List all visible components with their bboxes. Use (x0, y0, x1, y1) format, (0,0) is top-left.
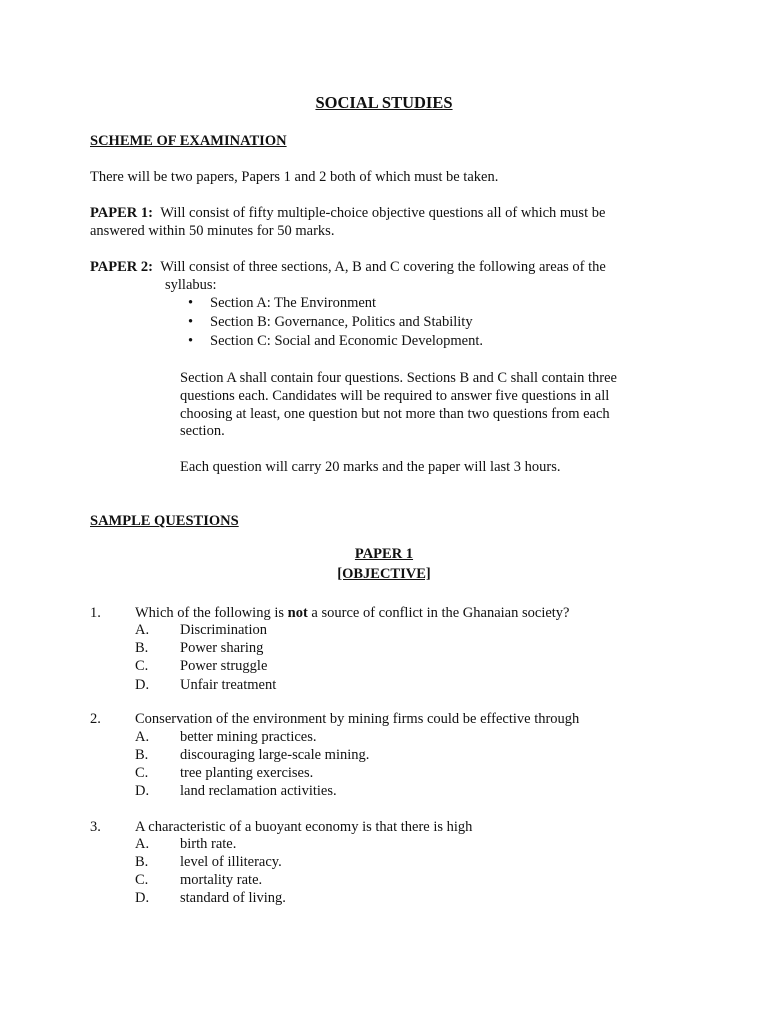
paper1-label: PAPER 1: (90, 205, 153, 221)
option-text: better mining practices. (180, 729, 317, 745)
option-text: land reclamation activities. (180, 783, 337, 799)
option-text: Power struggle (180, 658, 268, 674)
paper2-para1-line4: section. (180, 423, 225, 439)
paper-subtitle-text: [OBJECTIVE] (337, 566, 431, 582)
question-number: 1. (90, 605, 101, 621)
question-3-text: A characteristic of a buoyant economy is that there is high (135, 819, 473, 835)
option-letter: B. (135, 854, 149, 870)
paper1-line2: answered within 50 minutes for 50 marks. (90, 223, 335, 239)
paper-subtitle (0, 565, 768, 583)
option-letter: C. (135, 765, 149, 781)
option-letter: D. (135, 783, 150, 799)
option-letter: A. (135, 729, 150, 745)
option-letter: C. (135, 872, 149, 888)
question-number: 2. (90, 711, 101, 727)
question-2-text: Conservation of the environment by mining firms could be effective through (135, 711, 580, 727)
section-list (210, 294, 483, 351)
paper1-text: Will consist of fifty multiple-choice objective questions all of which must be (160, 205, 606, 221)
paper2-label: PAPER 2: (90, 259, 153, 275)
option-text: Power sharing (180, 640, 264, 656)
paper2-para1-line2: questions each. Candidates will be required to answer five questions in all (180, 388, 610, 404)
option-text: standard of living. (180, 890, 286, 906)
option-letter: D. (135, 890, 150, 906)
paper2-text: Will consist of three sections, A, B and C covering the following areas of the (160, 259, 606, 275)
paper2-line1 (90, 258, 606, 276)
option-text: Unfair treatment (180, 677, 277, 693)
question-1-pre: Which of the following is (135, 605, 288, 621)
option-text: discouraging large-scale mining. (180, 747, 370, 763)
page-title: SOCIAL STUDIES (315, 93, 453, 112)
paper2-para1-line1: Section A shall contain four questions. Sections B and C shall contain three (180, 370, 617, 386)
paper1-line1 (90, 204, 605, 222)
scheme-heading: SCHEME OF EXAMINATION (90, 133, 287, 149)
option-letter: A. (135, 622, 150, 638)
list-item: • Section A: The Environment (210, 294, 483, 313)
question-1-bold: not (287, 605, 308, 621)
option-letter: C. (135, 658, 149, 674)
option-text: mortality rate. (180, 872, 263, 888)
option-letter: B. (135, 747, 149, 763)
question-number: 3. (90, 819, 101, 835)
paper-title-text: PAPER 1 (354, 546, 414, 562)
sample-heading: SAMPLE QUESTIONS (90, 513, 239, 529)
option-text: tree planting exercises. (180, 765, 314, 781)
option-text: birth rate. (180, 836, 237, 852)
question-1-post: a source of conflict in the Ghanaian society? (307, 605, 570, 621)
list-item: • Section B: Governance, Politics and Stability (210, 313, 483, 332)
paper2-para1-line3: choosing at least, one question but not more than two questions from each (180, 406, 610, 422)
option-letter: A. (135, 836, 150, 852)
paper2-line2: syllabus: (165, 277, 217, 293)
paper2-para2: Each question will carry 20 marks and the paper will last 3 hours. (180, 459, 561, 475)
option-text: level of illiteracy. (180, 854, 282, 870)
option-letter: B. (135, 640, 149, 656)
option-letter: D. (135, 677, 150, 693)
intro-text: There will be two papers, Papers 1 and 2 both of which must be taken. (90, 169, 499, 185)
option-text: Discrimination (180, 622, 267, 638)
paper-title (0, 545, 768, 563)
question-1-text (135, 604, 570, 622)
list-item: • Section C: Social and Economic Development. (210, 332, 483, 351)
